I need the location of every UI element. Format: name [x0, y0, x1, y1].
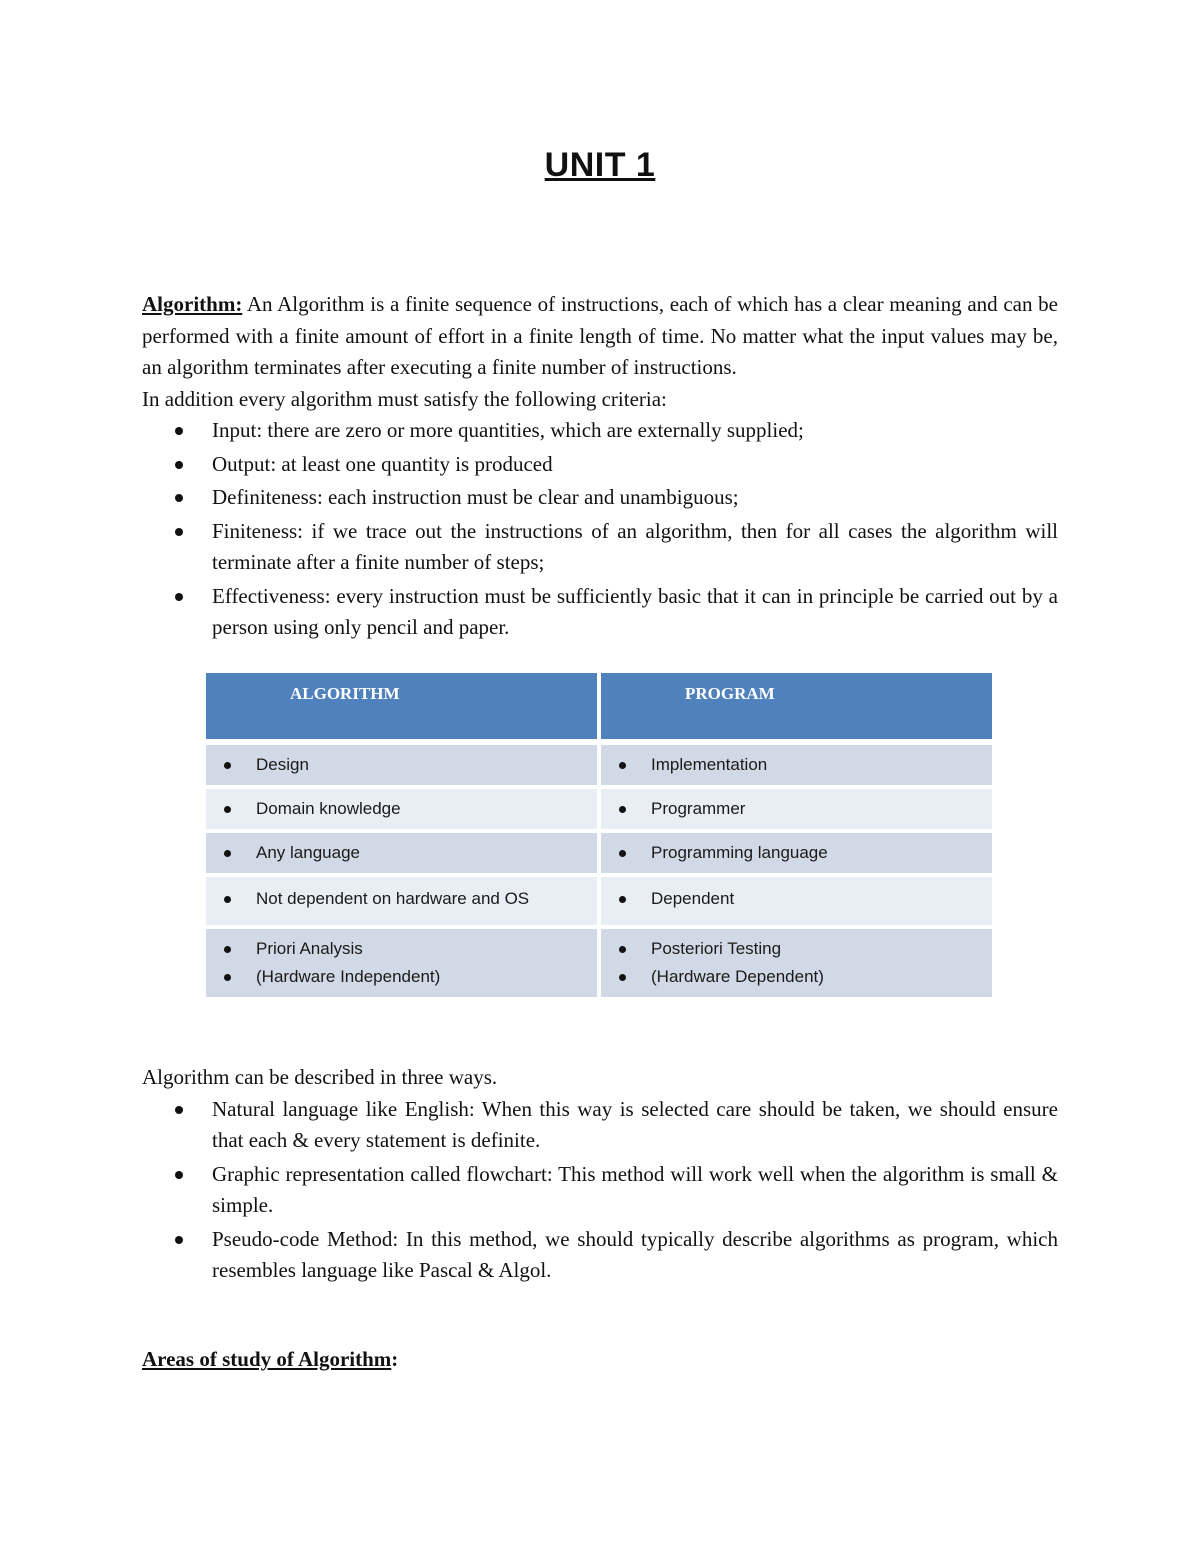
table-header-algorithm: ALGORITHM [206, 673, 597, 739]
algorithm-definition-section [142, 289, 1058, 646]
table-cell: Implementation [601, 745, 992, 785]
bullet-icon [224, 850, 231, 857]
table-cell: Programmer [601, 789, 992, 829]
definition-term: Algorithm: [142, 292, 243, 316]
bullet-icon [619, 974, 626, 981]
description-ways-section [142, 1062, 1058, 1289]
list-item: Graphic representation called flowchart: This method will work well when the algorithm is small & simple. [142, 1159, 1058, 1222]
bullet-icon [619, 896, 626, 903]
table-cell: Priori Analysis (Hardware Independent) [206, 929, 597, 997]
bullet-icon [175, 1171, 183, 1179]
bullet-icon [224, 946, 231, 953]
table-cell: Dependent [601, 877, 992, 925]
page-title: UNIT 1 [544, 146, 656, 184]
list-item: Pseudo-code Method: In this method, we should typically describe algorithms as program, which resembles language like Pascal & Algol. [142, 1224, 1058, 1287]
list-item: Output: at least one quantity is produced [142, 449, 1058, 481]
definition-text: An Algorithm is a finite sequence of instructions, each of which has a clear meaning and can be performed with a finite amount of effort in a finite length of time. No matter what the input values may be, an algorithm terminates after executing a finite number of instructions. [142, 292, 1058, 379]
list-item: Input: there are zero or more quantities, which are externally supplied; [142, 415, 1058, 447]
list-item: Finiteness: if we trace out the instructions of an algorithm, then for all cases the algorithm will terminate after a finite number of steps; [142, 516, 1058, 579]
definition-paragraph [142, 289, 1058, 384]
bullet-icon [224, 896, 231, 903]
criteria-lead: In addition every algorithm must satisfy the following criteria: [142, 386, 667, 411]
bullet-icon [175, 494, 183, 502]
ways-lead: Algorithm can be described in three ways. [142, 1065, 498, 1089]
table-cell: Not dependent on hardware and OS [206, 877, 597, 925]
table-cell: Design [206, 745, 597, 785]
bullet-icon [224, 762, 231, 769]
bullet-icon [224, 974, 231, 981]
bullet-icon [619, 762, 626, 769]
bullet-icon [175, 1236, 183, 1244]
comparison-table [206, 673, 992, 997]
criteria-list [142, 415, 1058, 644]
bullet-icon [175, 1106, 183, 1114]
ways-list [142, 1094, 1058, 1287]
list-item: Natural language like English: When this way is selected care should be taken, we should ensure that each & every statement is definite. [142, 1094, 1058, 1157]
bullet-icon [619, 850, 626, 857]
bullet-icon [619, 806, 626, 813]
list-item: Effectiveness: every instruction must be sufficiently basic that it can in principle be carried out by a person using only pencil and paper. [142, 581, 1058, 644]
table-cell: Domain knowledge [206, 789, 597, 829]
bullet-icon [175, 461, 183, 469]
table-cell: Posteriori Testing (Hardware Dependent) [601, 929, 992, 997]
bullet-icon [619, 946, 626, 953]
table-cell: Any language [206, 833, 597, 873]
bullet-icon [224, 806, 231, 813]
bullet-icon [175, 427, 183, 435]
areas-heading: Areas of study of Algorithm: [142, 1347, 399, 1371]
bullet-icon [175, 528, 183, 536]
table-header-program: PROGRAM [601, 673, 992, 739]
table-cell: Programming language [601, 833, 992, 873]
list-item: Definiteness: each instruction must be clear and unambiguous; [142, 482, 1058, 514]
bullet-icon [175, 593, 183, 601]
